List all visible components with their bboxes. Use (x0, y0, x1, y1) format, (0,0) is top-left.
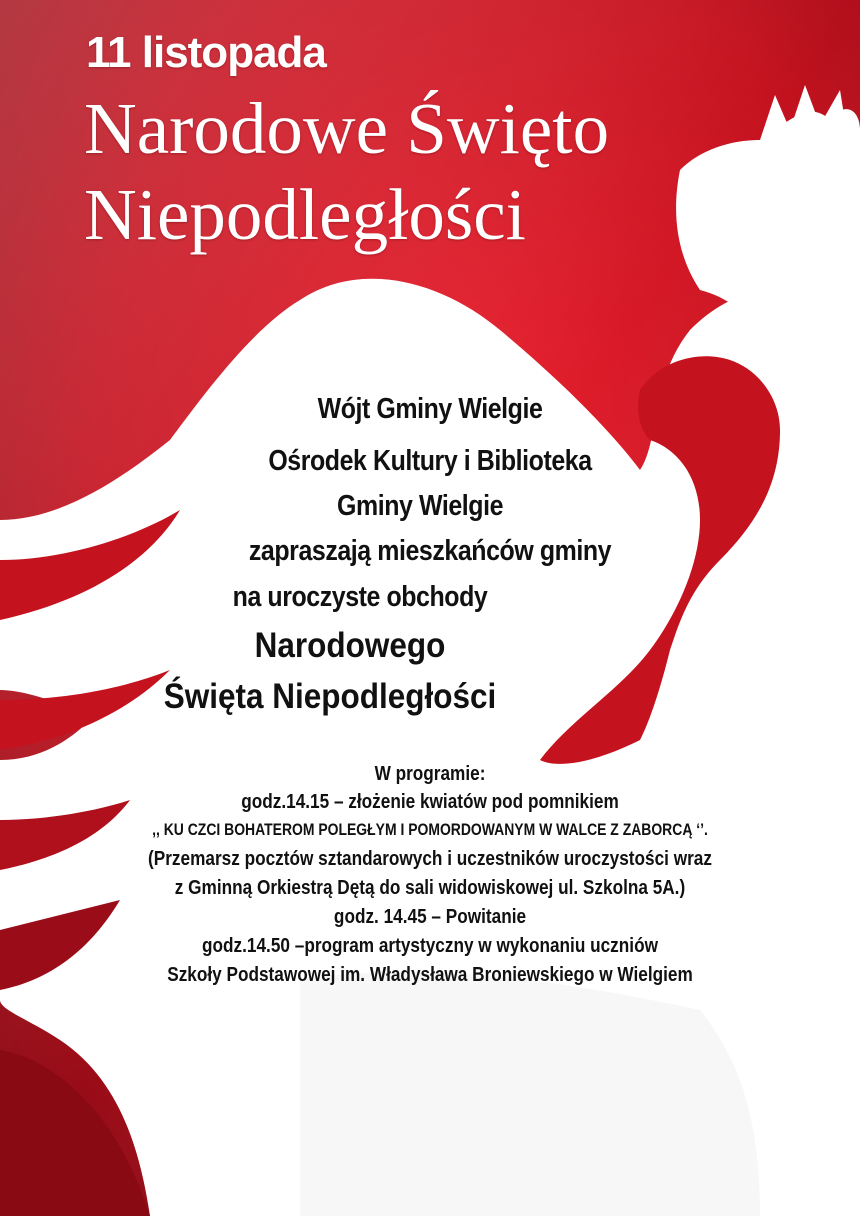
event-title-line1: Narodowe Święto (84, 88, 610, 169)
invitation-line-4: zapraszają mieszkańców gminy (248, 535, 612, 567)
invitation-line-3: Gminy Wielgie (336, 490, 504, 522)
event-date: 11 listopada (86, 28, 326, 77)
program-heading: W programie: (374, 763, 486, 785)
program-item-3-line1: godz.14.50 –program artystyczny w wykonaniu uczniów (202, 935, 658, 957)
program-item-1: godz.14.15 – złożenie kwiatów pod pomnikiem (241, 791, 619, 813)
invitation-line-1: Wójt Gminy Wielgie (317, 393, 543, 425)
program-item-3-line2: Szkoły Podstawowej im. Władysława Broniewskiego w Wielgiem (167, 964, 693, 986)
program-item-1-note-line1: (Przemarsz pocztów sztandarowych i uczestników uroczystości wraz (148, 848, 712, 870)
invitation-line-5: na uroczyste obchody (232, 581, 488, 613)
event-title-line2: Niepodległości (84, 174, 526, 255)
event-name-line-1: Narodowego (254, 626, 446, 665)
program-item-1-inscription: ,, KU CZCI BOHATEROM POLEGŁYM I POMORDOWANYM W WALCE Z ZABORCĄ ‘’. (152, 820, 708, 839)
program-item-1-note-line2: z Gminną Orkiestrą Dętą do sali widowiskowej ul. Szkolna 5A.) (174, 877, 686, 899)
program-item-2: godz. 14.45 – Powitanie (333, 906, 527, 928)
event-name-line-2: Święta Niepodległości (163, 677, 497, 716)
invitation-line-2: Ośrodek Kultury i Biblioteka (268, 445, 592, 477)
